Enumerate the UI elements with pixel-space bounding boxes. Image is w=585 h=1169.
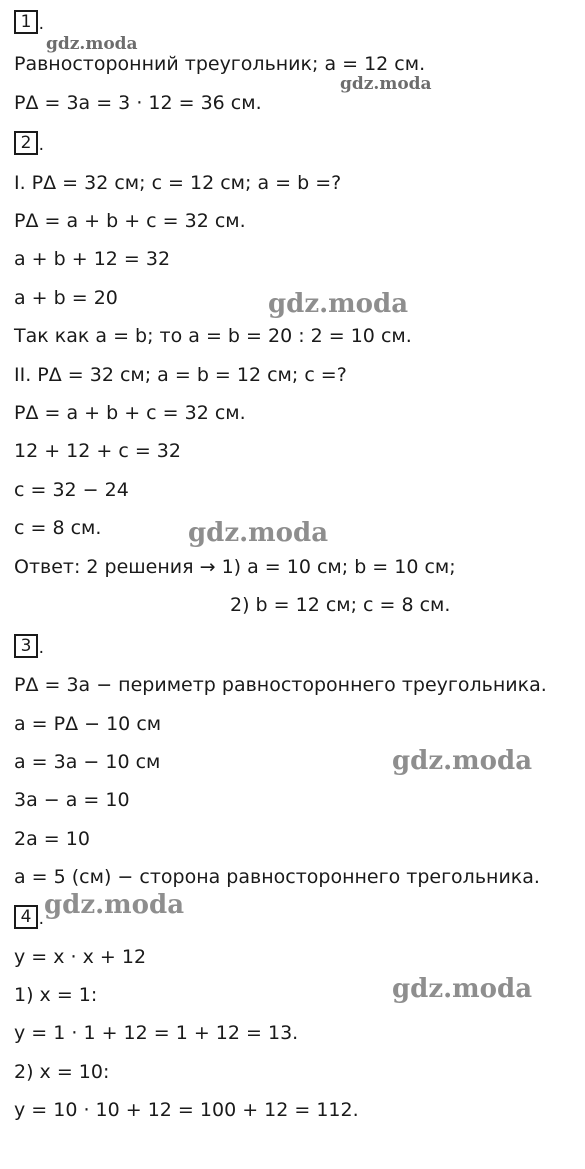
problem-2-line-3: a + b + 12 = 32 — [14, 248, 171, 270]
problem-2-line-1: I. PΔ = 32 см; c = 12 см; a = b =? — [14, 172, 342, 194]
problem-2-line-10: c = 8 см. — [14, 517, 102, 539]
problem-4-line-1: y = x · x + 12 — [14, 946, 147, 968]
problem-number-3: 3 . — [14, 634, 38, 658]
problem-2-line-5: Так как a = b; то a = b = 20 : 2 = 10 см. — [14, 325, 412, 347]
watermark: gdz.moda — [268, 289, 409, 319]
problem-4-line-4: 2) x = 10: — [14, 1061, 110, 1083]
problem-4-line-5: y = 10 · 10 + 12 = 100 + 12 = 112. — [14, 1099, 359, 1121]
watermark: gdz.moda — [44, 890, 185, 920]
problem-2-line-8: 12 + 12 + c = 32 — [14, 440, 181, 462]
problem-2-line-4: a + b = 20 — [14, 287, 118, 309]
problem-4-line-2: 1) x = 1: — [14, 984, 98, 1006]
problem-3-line-5: 2a = 10 — [14, 828, 90, 850]
problem-1-line-2: PΔ = 3a = 3 · 12 = 36 см. — [14, 92, 262, 114]
problem-3-line-4: 3a − a = 10 — [14, 789, 130, 811]
problem-3-line-3: a = 3a − 10 см — [14, 751, 161, 773]
watermark: gdz.moda — [188, 518, 329, 548]
problem-4-line-3: y = 1 · 1 + 12 = 1 + 12 = 13. — [14, 1022, 299, 1044]
watermark: gdz.moda — [392, 974, 533, 1004]
problem-2-line-11: Ответ: 2 решения → 1) a = 10 см; b = 10 см; — [14, 556, 456, 578]
problem-number-4: 4 . — [14, 905, 38, 929]
watermark: gdz.moda — [46, 34, 138, 54]
problem-number-2: 2 . — [14, 131, 38, 155]
problem-3-line-6: a = 5 (см) − сторона равностороннего трегольника. — [14, 866, 540, 888]
problem-2-line-9: c = 32 − 24 — [14, 479, 129, 501]
problem-number-1: 1 . — [14, 10, 38, 34]
problem-1-line-1: Равносторонний треугольник; a = 12 см. — [14, 53, 426, 75]
watermark: gdz.moda — [340, 74, 432, 94]
problem-3-line-2: a = PΔ − 10 см — [14, 713, 162, 735]
problem-2-line-6: II. PΔ = 32 см; a = b = 12 см; c =? — [14, 364, 347, 386]
problem-2-line-2: PΔ = a + b + c = 32 см. — [14, 210, 246, 232]
watermark: gdz.moda — [392, 746, 533, 776]
problem-3-line-1: PΔ = 3a − периметр равностороннего треугольника. — [14, 674, 547, 696]
problem-2-line-7: PΔ = a + b + c = 32 см. — [14, 402, 246, 424]
problem-2-line-12: 2) b = 12 см; c = 8 см. — [230, 594, 451, 616]
